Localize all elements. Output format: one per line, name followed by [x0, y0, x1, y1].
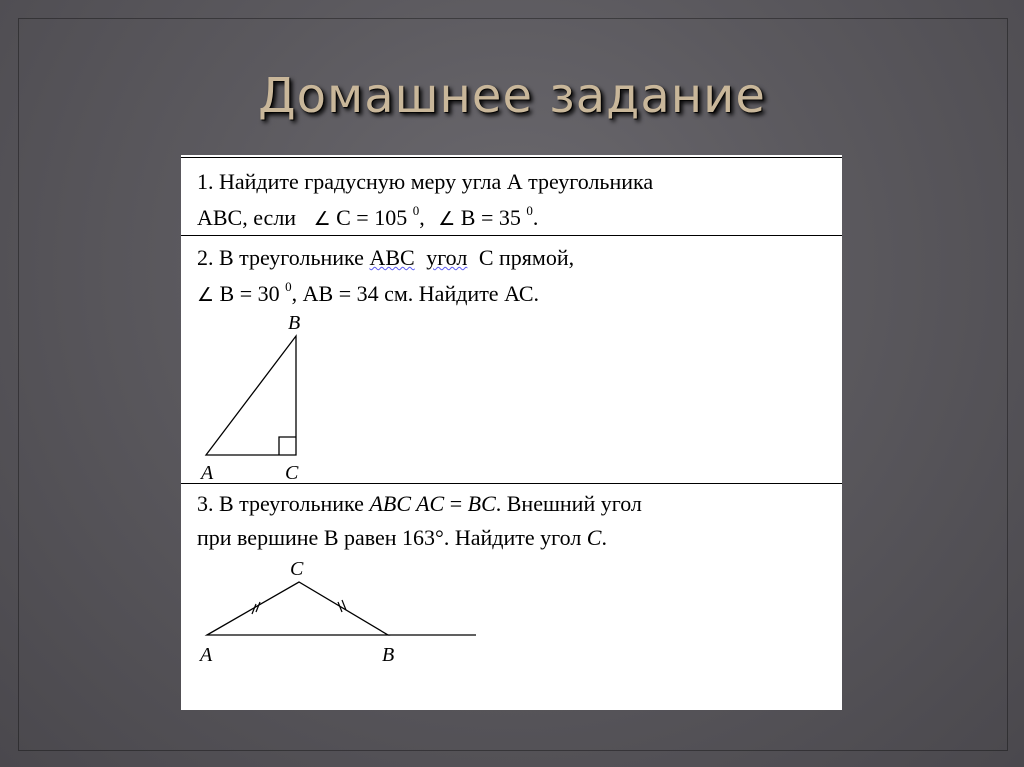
right-triangle-figure [181, 235, 842, 483]
task-3-text-g: . [601, 525, 607, 550]
task-3-text-e: . Внешний угол [495, 491, 642, 516]
vertex-label-c: C [290, 558, 304, 580]
task-1-text-b: С = 105 [330, 205, 408, 230]
angle-symbol: ∠ [313, 208, 331, 230]
homework-sheet [181, 155, 842, 710]
angle-symbol: ∠ [438, 208, 456, 230]
task-2-abc: АВС [369, 245, 415, 270]
task-3-text-f: при вершине В равен 163°. Найдите угол [197, 525, 587, 550]
vertex-label-a: A [200, 644, 213, 666]
task-2 [181, 235, 842, 483]
task-2-text-d: С прямой, [478, 245, 575, 270]
task-1-line-2 [197, 203, 538, 231]
vertex-label-a: A [201, 462, 214, 483]
task-3-bc: BC [467, 491, 496, 516]
task-1-text-c: , [419, 205, 425, 230]
task-3-abc-ac: ABC AC [369, 491, 445, 516]
vertex-label-b: B [288, 312, 301, 334]
task-3 [181, 483, 842, 710]
task-2-text-e: В = 30 [214, 281, 280, 306]
vertex-label-b: B [382, 644, 395, 666]
angle-symbol: ∠ [197, 284, 215, 306]
task-1-text-a: АВС, если [197, 205, 297, 230]
degree-mark: 0 [285, 279, 292, 294]
right-angle-mark [279, 437, 296, 455]
task-3-c: C [586, 525, 602, 550]
task-2-text-a: 2. В треугольнике [197, 245, 364, 270]
task-1 [181, 155, 842, 235]
slide-title: Домашнее задание [258, 68, 766, 124]
task-1-line-1: 1. Найдите градусную меру угла А треугольника [197, 169, 654, 194]
task-2-word-angle: угол [426, 245, 468, 270]
task-1-text-e: . [532, 205, 539, 230]
task-3-eq: = [444, 491, 468, 516]
vertex-label-c: C [285, 462, 299, 483]
degree-mark: 0 [526, 203, 533, 218]
isosceles-triangle-figure [181, 483, 842, 710]
isosceles-triangle [207, 582, 388, 635]
task-3-text-a: 3. В треугольнике [197, 491, 370, 516]
degree-mark: 0 [412, 203, 420, 218]
task-1-text-d: В = 35 [455, 205, 521, 230]
task-2-text-f: , АВ = 34 см. Найдите АС. [291, 281, 540, 306]
